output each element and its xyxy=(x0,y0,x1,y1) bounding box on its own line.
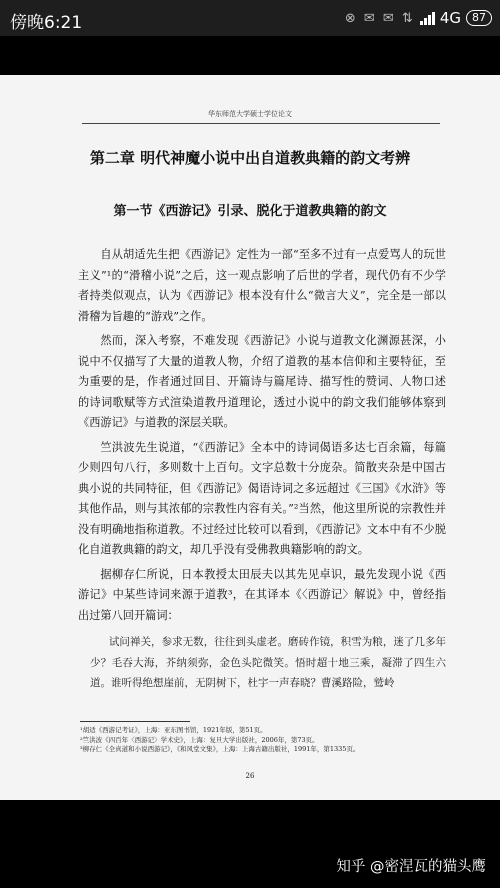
body-text xyxy=(78,245,446,698)
page-number: 26 xyxy=(245,772,255,780)
header-divider xyxy=(82,123,440,124)
status-bar xyxy=(0,0,500,36)
footnotes xyxy=(80,726,440,755)
document-page xyxy=(0,75,500,800)
paragraph-3: 竺洪波先生说道，“《西游记》全本中的诗词偈语多达七百余篇，每篇少则四句八行，多则数十上百句。文字总数十分庞杂。简散夹杂是中国古典小说的共同特征，但《西游记》偈语诗词之多远超过《三国》《水浒》等其他作品，则与其浓郁的宗教性内容有关。”²当然，他这里所说的宗教性并没有明确地指称道教。不过经过比较可以看到，《西游记》文本中有不少脱化自道教典籍的韵文，却几乎没有受佛教典籍影响的韵文。 xyxy=(78,440,446,556)
battery-icon: 87 xyxy=(466,10,492,26)
paragraph-2: 然而，深入考察，不难发现《西游记》小说与道教文化渊源甚深，小说中不仅描写了大量的道教人物，介绍了道教的基本信仰和主要特征，至为重要的是，作者通过回目、开篇诗与篇尾诗、描写性的赞词、人物口述的诗词歌赋等方式渲染道教丹道理论，透过小说中的韵文我们能够体察到《西游记》与道教的深层关联。 xyxy=(78,334,446,429)
status-time: 傍晚6:21 xyxy=(10,13,83,33)
paragraph-4: 据柳存仁所说，日本教授太田辰夫以其先见卓识，最先发现小说《西游记》中某些诗词来源于道教³，在其译本《〈西游记〉解说》中，曾经指出过第八回开篇词： xyxy=(78,567,446,622)
footnote-2: ²竺洪波《四百年〈西游记〉学术史》，上海：复旦大学出版社，2006年，第73页。 xyxy=(80,735,319,744)
status-icons xyxy=(345,9,492,27)
section-title: 第一节《西游记》引录、脱化于道教典籍的韵文 xyxy=(113,204,387,219)
zhihu-watermark: 知乎 @密涅瓦的猫头鹰 xyxy=(336,859,486,875)
running-header: 华东师范大学硕士学位论文 xyxy=(208,110,292,118)
network-label: 4G xyxy=(439,9,461,27)
footnote-divider xyxy=(80,721,190,722)
quoted-verse: 试问禅关，参求无数，往往到头虚老。磨砖作镜，积雪为粮，迷了几多年少？毛吞大海，芥纳须弥，金色头陀微笑。悟时超十地三乘，凝滞了四生六道。谁听得绝想崖前，无阴树下，杜宇一声春晓？曹溪路险，鹫岭 xyxy=(90,636,446,689)
notification-icons: ⊗ ✉ ✉ ⇅ xyxy=(344,10,415,26)
paragraph-1: 自从胡适先生把《西游记》定性为一部“至多不过有一点爱骂人的玩世主义”¹的“滑稽小说”之后，这一观点影响了后世的学者，现代仍有不少学者持类似观点，认为《西游记》根本没有什么“微言大义”，完全是一部以滑稽为旨趣的“游戏”之作。 xyxy=(78,248,446,323)
chapter-title: 第二章 明代神魔小说中出自道教典籍的韵文考辨 xyxy=(89,149,411,167)
footnote-3: ³柳存仁《全真道和小说西游记》，《和风堂文集》，上海：上海古籍出版社，1991年，第1335页。 xyxy=(80,745,360,753)
signal-icon xyxy=(420,11,435,25)
footnote-1: ¹胡适《西游记考证》，上海：亚东图书馆，1921年版，第51页。 xyxy=(80,726,267,734)
